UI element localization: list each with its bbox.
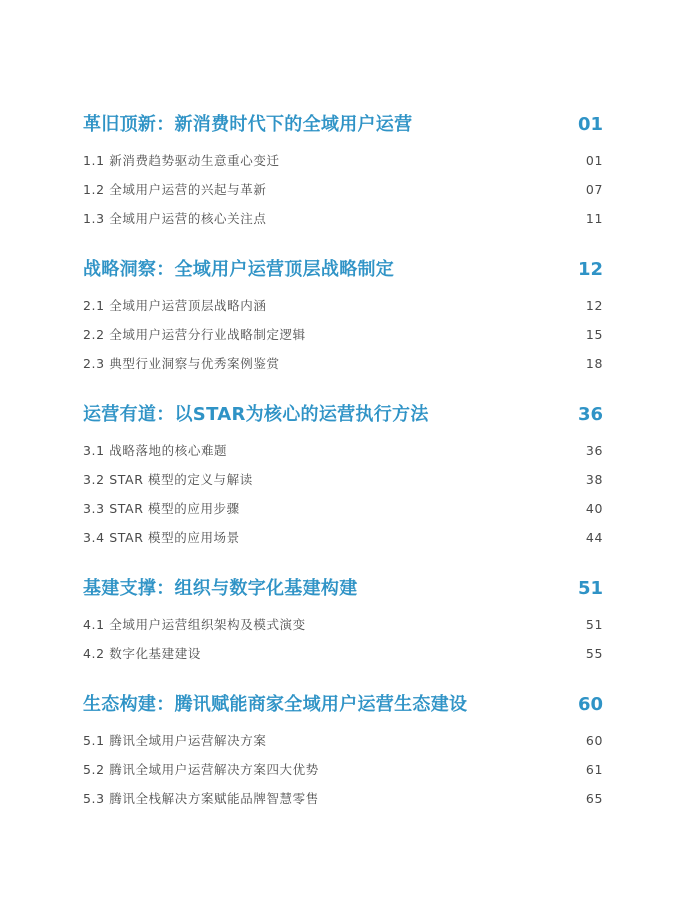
chapter-title: 生态构建：腾讯赋能商家全域用户运营生态建设 [83, 694, 468, 715]
section-title: 4.2 数字化基建建设 [83, 646, 201, 661]
chapter-page-number: 12 [577, 259, 603, 280]
chapter-heading[interactable] [83, 688, 603, 722]
section-entry[interactable] [83, 175, 603, 204]
section-entry[interactable] [83, 639, 603, 668]
chapter-heading[interactable] [83, 253, 603, 287]
section-page-number: 07 [585, 182, 603, 197]
chapter-1 [83, 108, 603, 233]
section-title: 4.1 全域用户运营组织架构及模式演变 [83, 617, 306, 632]
section-entry[interactable] [83, 349, 603, 378]
chapter-5 [83, 688, 603, 813]
section-entry[interactable] [83, 465, 603, 494]
section-page-number: 51 [585, 617, 603, 632]
section-entry[interactable] [83, 610, 603, 639]
section-title: 3.4 STAR 模型的应用场景 [83, 530, 240, 545]
chapter-title: 战略洞察：全域用户运营顶层战略制定 [83, 259, 395, 280]
section-entry[interactable] [83, 755, 603, 784]
section-title: 2.2 全域用户运营分行业战略制定逻辑 [83, 327, 306, 342]
section-page-number: 40 [585, 501, 603, 516]
section-entry[interactable] [83, 146, 603, 175]
section-title: 5.2 腾讯全域用户运营解决方案四大优势 [83, 762, 319, 777]
section-page-number: 15 [585, 327, 603, 342]
section-entry[interactable] [83, 436, 603, 465]
chapter-page-number: 36 [577, 404, 603, 425]
chapter-heading[interactable] [83, 398, 603, 432]
section-page-number: 12 [585, 298, 603, 313]
section-entry[interactable] [83, 726, 603, 755]
chapter-page-number: 01 [577, 114, 603, 135]
chapter-title: 运营有道：以STAR为核心的运营执行方法 [83, 404, 429, 425]
section-title: 2.3 典型行业洞察与优秀案例鉴赏 [83, 356, 280, 371]
section-page-number: 61 [585, 762, 603, 777]
section-title: 5.3 腾讯全栈解决方案赋能品牌智慧零售 [83, 791, 319, 806]
chapter-4 [83, 572, 603, 668]
chapter-heading[interactable] [83, 108, 603, 142]
section-page-number: 18 [585, 356, 603, 371]
section-title: 1.1 新消费趋势驱动生意重心变迁 [83, 153, 280, 168]
section-title: 5.1 腾讯全域用户运营解决方案 [83, 733, 267, 748]
section-title: 3.1 战略落地的核心难题 [83, 443, 228, 458]
section-title: 2.1 全域用户运营顶层战略内涵 [83, 298, 267, 313]
chapter-page-number: 51 [577, 578, 603, 599]
section-title: 3.2 STAR 模型的定义与解读 [83, 472, 253, 487]
section-entry[interactable] [83, 204, 603, 233]
section-entry[interactable] [83, 320, 603, 349]
section-page-number: 11 [585, 211, 603, 226]
section-page-number: 01 [585, 153, 603, 168]
section-page-number: 36 [585, 443, 603, 458]
section-page-number: 60 [585, 733, 603, 748]
chapter-title: 革旧顶新：新消费时代下的全域用户运营 [83, 114, 413, 135]
section-title: 1.2 全域用户运营的兴起与革新 [83, 182, 267, 197]
section-page-number: 55 [585, 646, 603, 661]
chapter-3 [83, 398, 603, 552]
section-entry[interactable] [83, 494, 603, 523]
section-title: 1.3 全域用户运营的核心关注点 [83, 211, 267, 226]
section-page-number: 38 [585, 472, 603, 487]
chapter-heading[interactable] [83, 572, 603, 606]
section-entry[interactable] [83, 291, 603, 320]
section-page-number: 44 [585, 530, 603, 545]
section-entry[interactable] [83, 784, 603, 813]
section-title: 3.3 STAR 模型的应用步骤 [83, 501, 240, 516]
section-page-number: 65 [585, 791, 603, 806]
section-entry[interactable] [83, 523, 603, 552]
table-of-contents [83, 108, 603, 833]
chapter-page-number: 60 [577, 694, 603, 715]
chapter-2 [83, 253, 603, 378]
chapter-title: 基建支撑：组织与数字化基建构建 [83, 578, 358, 599]
